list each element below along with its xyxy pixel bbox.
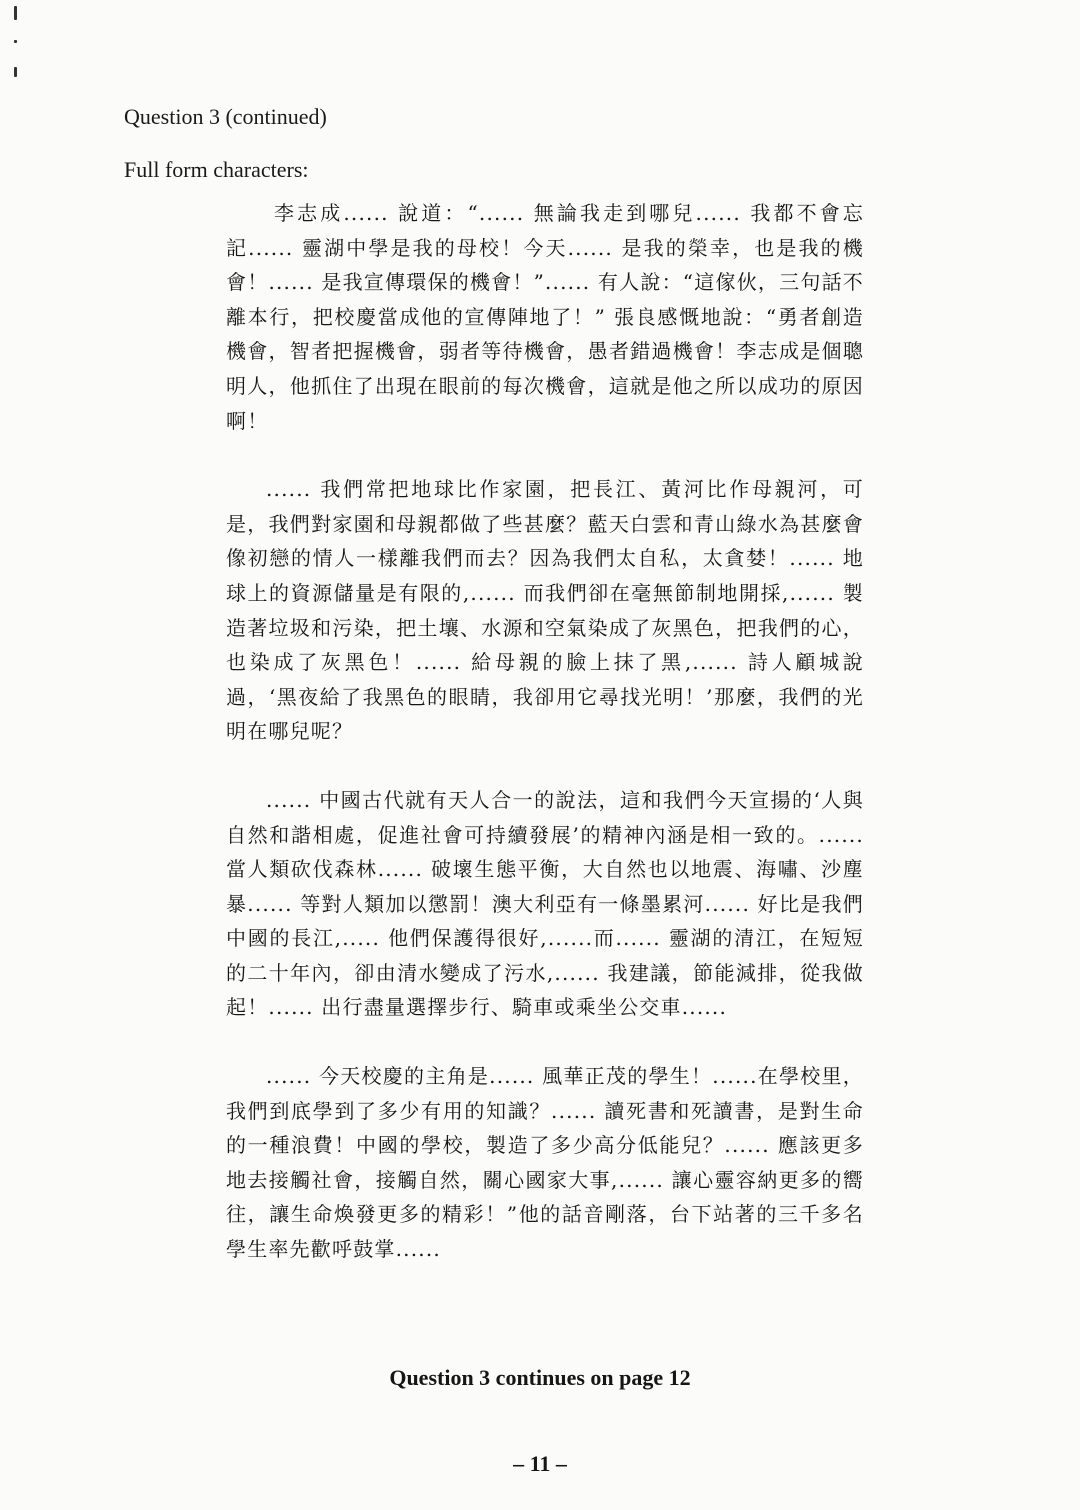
passage-paragraph-3: ...... 中國古代就有天人合一的說法，這和我們今天宣揚的‘人與自然和諧相處，促進社會可持續發展’的精神內涵是相一致的。...... 當人類砍伐森林...... 破壞生態平衡，大自然也以地震、海嘯、沙塵暴...... 等對人類加以懲罰！澳大利亞有一條墨累河...... 好比是我們中國的長江,..... 他們保護得很好,......而...... 靈湖的清江，在短短的二十年內，卻由清水變成了污水,...... 我建議，節能減排，從我做起！...... 出行盡量選擇步行、騎車或乘坐公交車...... [226, 787, 864, 1020]
scan-mark-middle [14, 40, 17, 43]
passage-paragraph-2: ...... 我們常把地球比作家園，把長江、黃河比作母親河，可是，我們對家園和母親都做了些甚麼？藍天白雲和青山綠水為甚麼會像初戀的情人一樣離我們而去？因為我們太自私，太貪婪！...... 地球上的資源儲量是有限的,...... 而我們卻在毫無節制地開採,...... 製造著垃圾和污染，把土壤、水源和空氣染成了灰黑色，把我們的心，也染成了灰黑色！...... 給母親的臉上抹了黑,...... 詩人顧城說過，‘黑夜給了我黑色的眼睛，我卻用它尋找光明！’那麼，我們的光明在哪兒呢？ [226, 477, 864, 744]
scan-mark-top [14, 6, 17, 20]
script-type-label: Full form characters: [124, 157, 309, 182]
page-number: – 11 – [513, 1451, 567, 1476]
scan-mark-bottom [14, 67, 17, 77]
question-heading: Question 3 (continued) [124, 104, 327, 129]
passage-paragraph-4: ...... 今天校慶的主角是...... 風華正茂的學生！......在學校里，我們到底學到了多少有用的知識？...... 讀死書和死讀書，是對生命的一種浪費！中國的學校，製造了多少高分低能兒？...... 應該更多地去接觸社會，接觸自然，關心國家大事,...... 讓心靈容納更多的嚮往，讓生命煥發更多的精彩！”他的話音剛落，台下站著的三千多名學生率先歡呼鼓掌...... [226, 1064, 864, 1262]
chinese-passage [226, 196, 864, 1301]
continuation-note: Question 3 continues on page 12 [389, 1365, 691, 1390]
passage-paragraph-1: 李志成...... 說道：“...... 無論我走到哪兒...... 我都不會忘記...... 靈湖中學是我的母校！今天...... 是我的榮幸，也是我的機會！...... 是我宣傳環保的機會！”...... 有人說：“這傢伙，三句話不離本行，把校慶當成他的宣傳陣地了！” 張良感慨地說：“勇者創造機會，智者把握機會，弱者等待機會，愚者錯過機會！李志成是個聰明人，他抓住了出現在眼前的每次機會，這就是他之所以成功的原因啊！ [226, 201, 864, 433]
